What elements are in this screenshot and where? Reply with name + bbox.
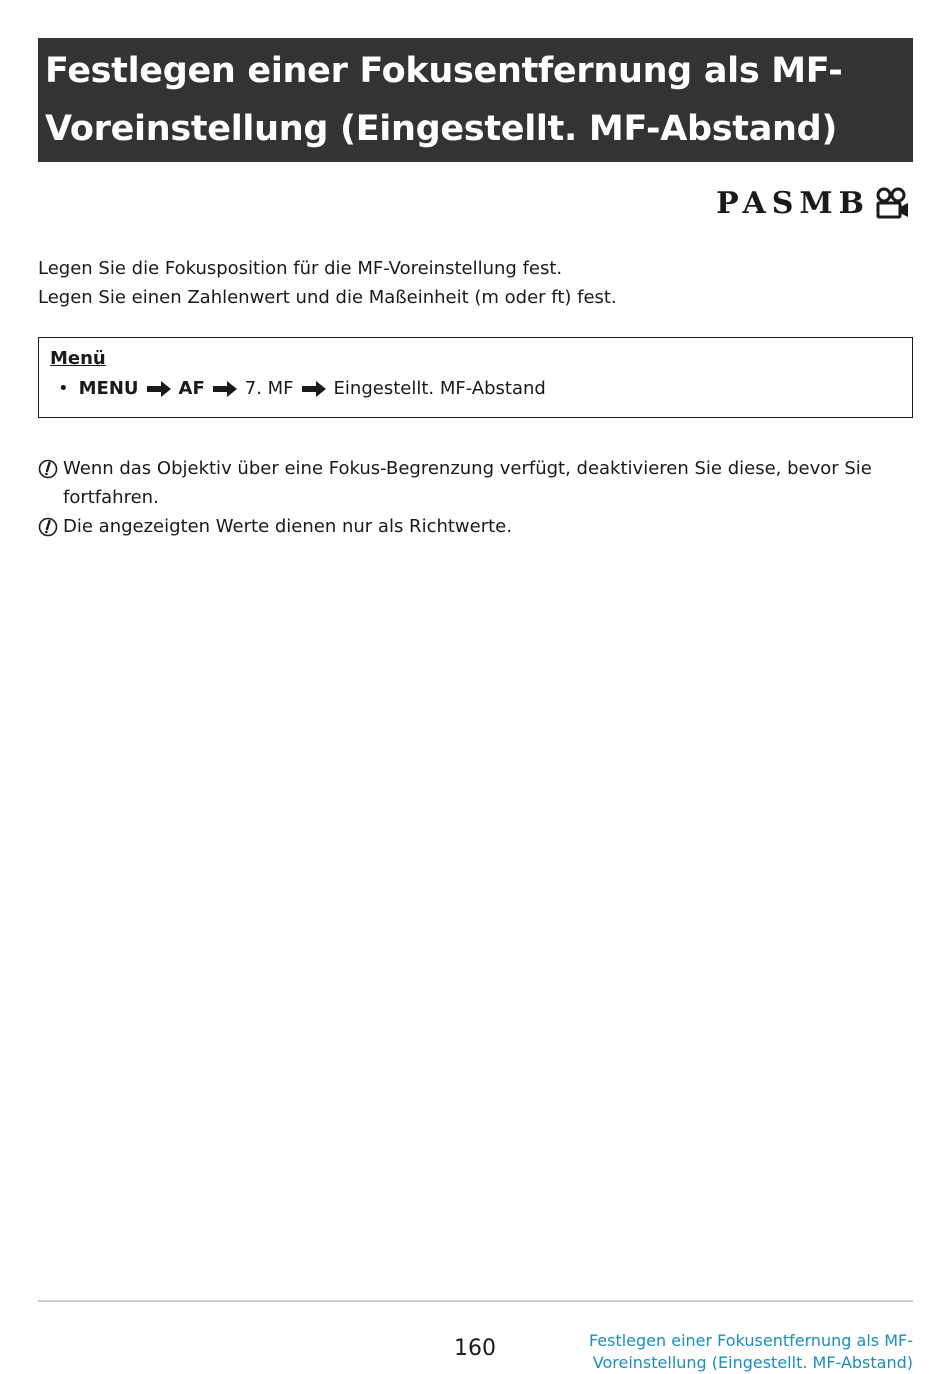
notes-list [38,454,913,541]
note-item [38,512,913,541]
note-text: Die angezeigten Werte dienen nur als Richtwerte. [63,516,512,537]
page-number: 160 [454,1336,496,1361]
intro-text [38,254,913,312]
intro-line-2: Legen Sie einen Zahlenwert und die Maßeinheit (m oder ft) fest. [38,287,617,308]
shooting-modes [716,186,910,221]
footer-divider [38,1300,913,1302]
menu-path-step-3: 7. MF [244,378,294,399]
note-text: Wenn das Objektiv über eine Fokus-Begrenzung verfügt, deaktivieren Sie diese, bevor Sie fortfahren. [63,458,872,508]
page-title: Festlegen einer Fokusentfernung als MF-Voreinstellung (Eingestellt. MF-Abstand) [45,51,843,149]
arrow-right-icon [302,381,326,397]
caution-icon [38,517,60,537]
menu-title: Menü [50,348,106,369]
bullet: • [58,378,69,399]
arrow-right-icon [147,381,171,397]
title-bar [38,38,913,162]
mode-letters: PASMB [716,186,870,221]
arrow-right-icon [213,381,237,397]
note-item [38,454,913,512]
movie-camera-icon [874,187,910,221]
menu-box [38,337,913,418]
menu-path-step-2: AF [178,378,205,399]
caution-icon [38,459,60,479]
intro-line-1: Legen Sie die Fokusposition für die MF-Voreinstellung fest. [38,258,563,279]
footer-section-link[interactable]: Festlegen einer Fokusentfernung als MF-Voreinstellung (Eingestellt. MF-Abstand) [588,1331,913,1372]
menu-path [50,374,901,404]
menu-path-step-1: MENU [78,378,139,399]
menu-path-step-4: Eingestellt. MF-Abstand [333,378,546,399]
